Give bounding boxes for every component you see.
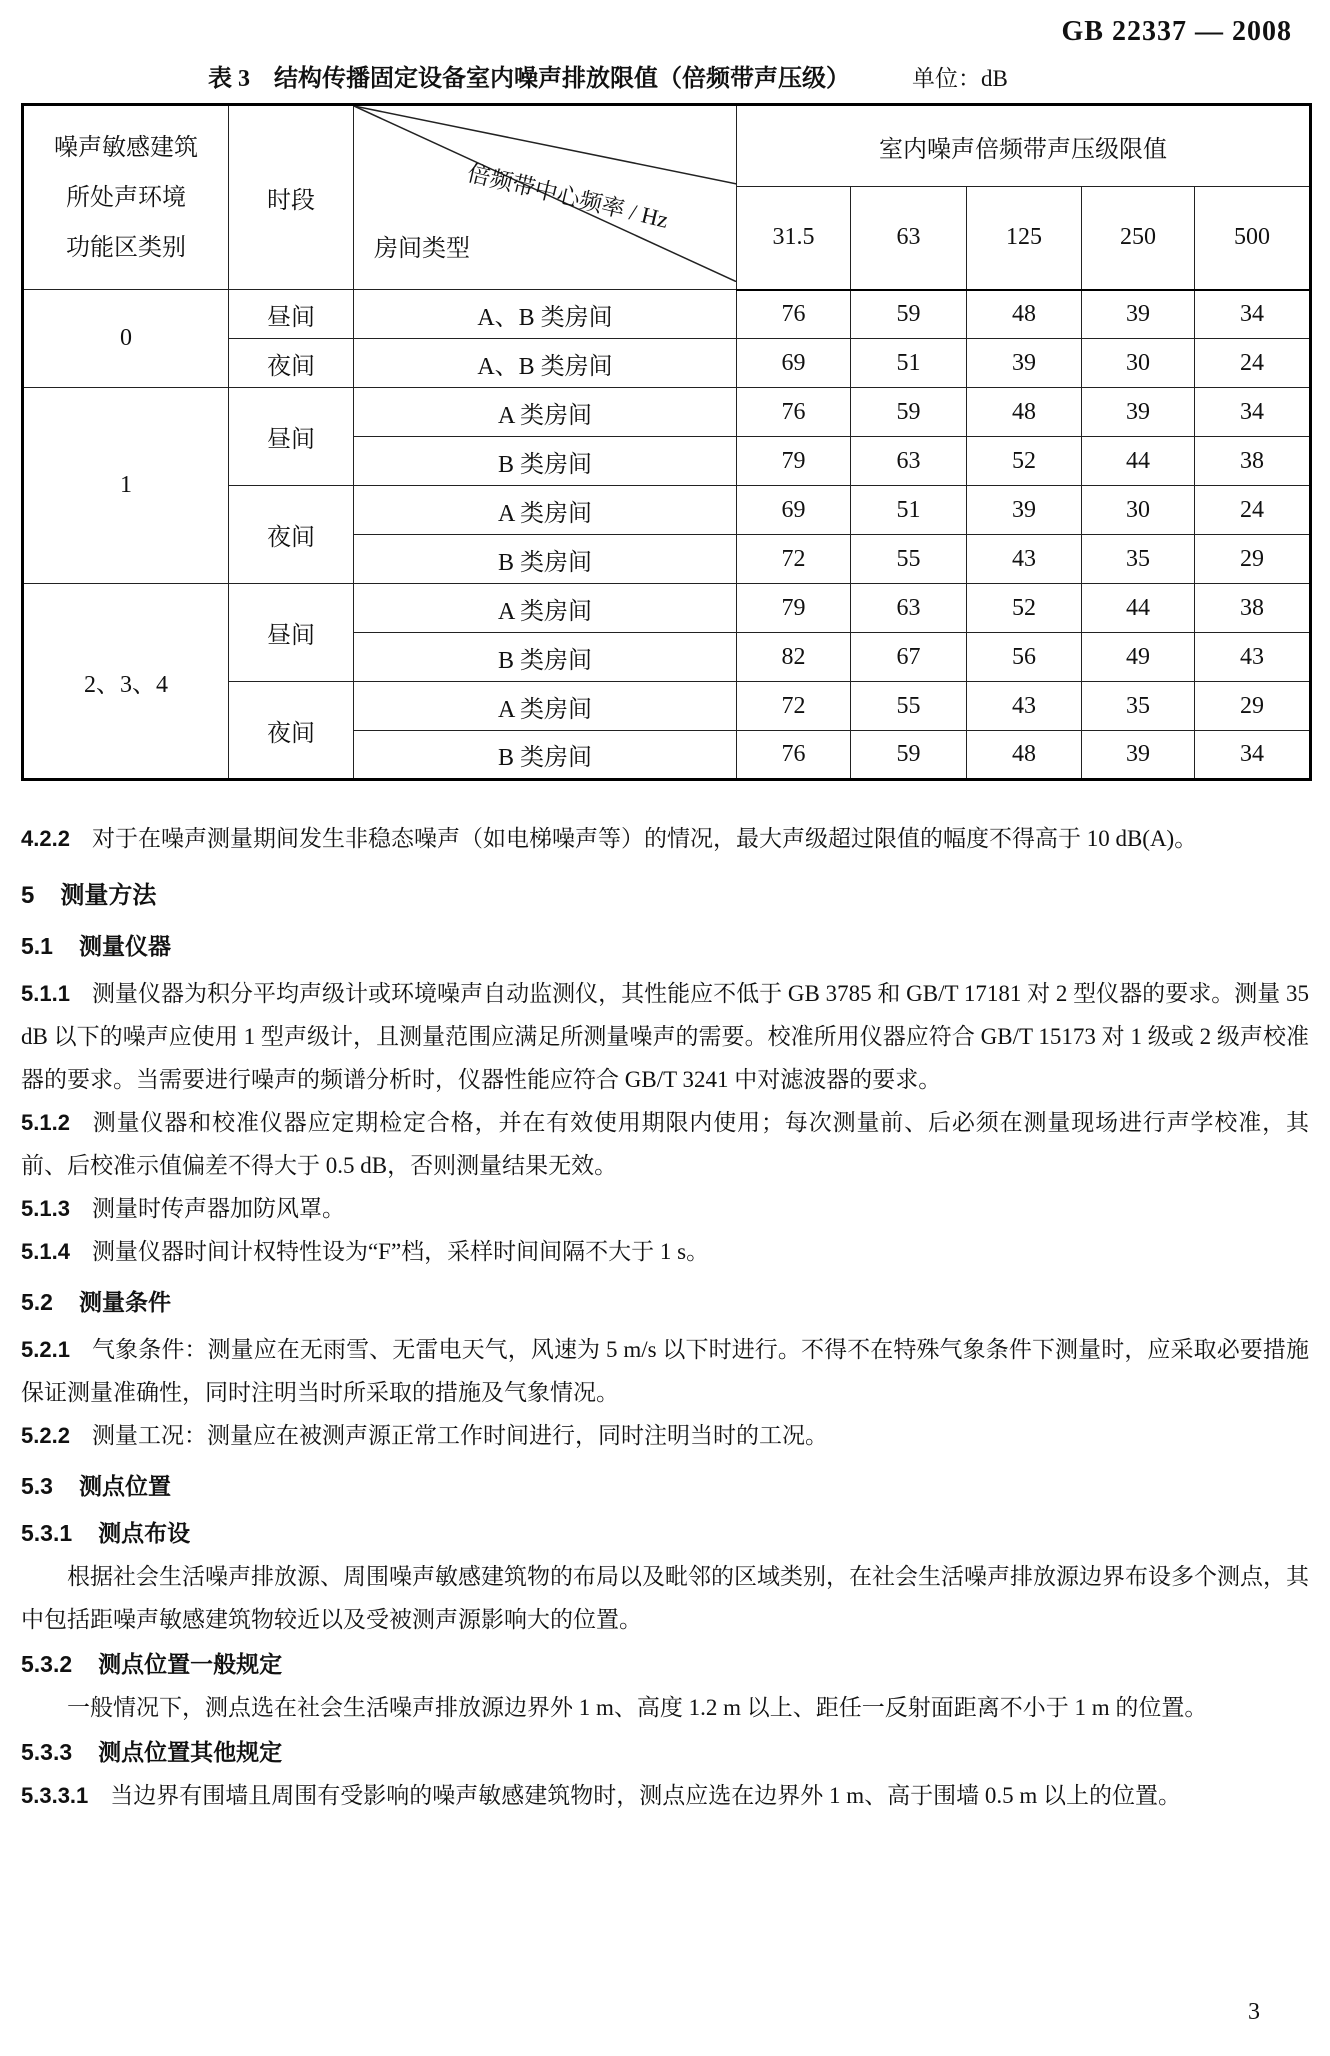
zone-cell: 1 <box>23 388 229 584</box>
frequency-header-cell: 500 <box>1195 187 1311 290</box>
value-cell: 43 <box>967 682 1082 731</box>
value-cell: 79 <box>737 437 851 486</box>
heading-number: 5.3.1 <box>21 1520 73 1546</box>
heading-title: 测点布设 <box>98 1520 191 1546</box>
period-header-cell: 时段 <box>229 105 354 290</box>
value-cell: 69 <box>737 339 851 388</box>
clause-text: 当边界有围墙且周围有受影响的噪声敏感建筑物时，测点应选在边界外 1 m、高于围墙 0.5 m 以上的位置。 <box>110 1783 1182 1808</box>
value-cell: 79 <box>737 584 851 633</box>
clause-number: 5.1.1 <box>21 981 70 1006</box>
value-cell: 24 <box>1195 486 1311 535</box>
value-cell: 72 <box>737 535 851 584</box>
frequency-header-cell: 63 <box>851 187 967 290</box>
value-cell: 82 <box>737 633 851 682</box>
heading-5-2 <box>21 1281 1309 1324</box>
value-cell: 51 <box>851 486 967 535</box>
value-cell: 39 <box>1082 731 1195 780</box>
value-cell: 76 <box>737 290 851 339</box>
diagonal-top-label: 倍频带中心频率 / Hz <box>464 160 671 233</box>
value-cell: 24 <box>1195 339 1311 388</box>
value-cell: 51 <box>851 339 967 388</box>
body-text <box>21 817 1309 1817</box>
diagonal-bottom-label: 房间类型 <box>374 236 470 262</box>
value-cell: 63 <box>851 437 967 486</box>
table-caption-row <box>0 58 1330 93</box>
value-cell: 39 <box>1082 290 1195 339</box>
value-cell: 48 <box>967 290 1082 339</box>
zone-header-cell <box>23 105 229 290</box>
period-cell: 夜间 <box>229 339 354 388</box>
value-cell: 55 <box>851 535 967 584</box>
zone-header-line: 所处声环境 <box>66 184 186 211</box>
value-cell: 72 <box>737 682 851 731</box>
zone-header-line: 功能区类别 <box>66 234 186 261</box>
clause-text: 测量工况：测量应在被测声源正常工作时间进行，同时注明当时的工况。 <box>91 1423 828 1448</box>
heading-5 <box>21 874 1309 917</box>
clause-text: 对于在噪声测量期间发生非稳态噪声（如电梯噪声等）的情况，最大声级超过限值的幅度不得高于 10 dB(A)。 <box>91 826 1198 851</box>
value-cell: 52 <box>967 437 1082 486</box>
clause-number: 4.2.2 <box>21 826 70 851</box>
heading-5-3-2 <box>21 1643 1309 1686</box>
value-cell: 48 <box>967 388 1082 437</box>
noise-limits-table <box>21 103 1312 781</box>
clause-number: 5.1.2 <box>21 1110 70 1135</box>
heading-number: 5.1 <box>21 933 53 959</box>
value-cell: 55 <box>851 682 967 731</box>
table-row <box>23 584 1311 633</box>
value-cell: 49 <box>1082 633 1195 682</box>
value-cell: 34 <box>1195 388 1311 437</box>
value-cell: 43 <box>1195 633 1311 682</box>
value-cell: 30 <box>1082 339 1195 388</box>
room-cell: B 类房间 <box>354 437 737 486</box>
table-caption: 表 3 结构传播固定设备室内噪声排放限值（倍频带声压级） <box>208 66 850 92</box>
clause-number: 5.1.4 <box>21 1239 70 1264</box>
period-cell: 昼间 <box>229 290 354 339</box>
value-cell: 44 <box>1082 437 1195 486</box>
clause-number: 5.2.2 <box>21 1423 70 1448</box>
page-number: 3 <box>1248 1999 1260 2025</box>
room-cell: A 类房间 <box>354 486 737 535</box>
heading-number: 5.2 <box>21 1289 53 1315</box>
value-cell: 43 <box>967 535 1082 584</box>
value-cell: 29 <box>1195 682 1311 731</box>
heading-5-3-3 <box>21 1731 1309 1774</box>
heading-5-3-1 <box>21 1512 1309 1555</box>
clause-5-2-2 <box>21 1414 1309 1457</box>
value-cell: 44 <box>1082 584 1195 633</box>
heading-title: 测量方法 <box>60 882 157 909</box>
room-cell: A 类房间 <box>354 388 737 437</box>
room-cell: A、B 类房间 <box>354 339 737 388</box>
value-cell: 76 <box>737 731 851 780</box>
clause-5-3-3-1 <box>21 1774 1309 1817</box>
value-cell: 30 <box>1082 486 1195 535</box>
value-cell: 59 <box>851 731 967 780</box>
room-cell: B 类房间 <box>354 633 737 682</box>
frequency-header-cell: 250 <box>1082 187 1195 290</box>
room-cell: B 类房间 <box>354 535 737 584</box>
clause-number: 5.2.1 <box>21 1337 70 1362</box>
table-header-row-1 <box>23 105 1311 187</box>
diagonal-split-graphic <box>354 106 737 282</box>
heading-title: 测点位置 <box>78 1473 171 1499</box>
room-cell: A 类房间 <box>354 584 737 633</box>
value-cell: 39 <box>967 339 1082 388</box>
standard-number: GB 22337 — 2008 <box>1061 16 1292 47</box>
frequency-header-cell: 125 <box>967 187 1082 290</box>
heading-title: 测点位置其他规定 <box>98 1739 283 1765</box>
limits-header-cell: 室内噪声倍频带声压级限值 <box>737 105 1311 187</box>
room-cell: B 类房间 <box>354 731 737 780</box>
table-row <box>23 290 1311 339</box>
heading-number: 5.3.2 <box>21 1651 73 1677</box>
heading-5-1 <box>21 925 1309 968</box>
value-cell: 59 <box>851 388 967 437</box>
clause-text: 测量时传声器加防风罩。 <box>91 1196 345 1221</box>
zone-header-line: 噪声敏感建筑 <box>54 134 198 161</box>
value-cell: 39 <box>1082 388 1195 437</box>
value-cell: 38 <box>1195 584 1311 633</box>
heading-number: 5.3 <box>21 1473 53 1499</box>
value-cell: 35 <box>1082 682 1195 731</box>
paragraph-5-3-2: 一般情况下，测点选在社会生活噪声排放源边界外 1 m、高度 1.2 m 以上、距任一反射面距离不小于 1 m 的位置。 <box>67 1695 1208 1720</box>
diagonal-header-cell <box>354 105 737 290</box>
zone-cell: 0 <box>23 290 229 388</box>
room-cell: A 类房间 <box>354 682 737 731</box>
value-cell: 76 <box>737 388 851 437</box>
value-cell: 35 <box>1082 535 1195 584</box>
clause-text: 测量仪器为积分平均声级计或环境噪声自动监测仪，其性能应不低于 GB 3785 和 GB/T 17181 对 2 型仪器的要求。测量 35 dB 以下的噪声应使用 1 型声级计，且测量范围应满足所测量噪声的需要。校准所用仪器应符合 GB/T 15173 对 1 级或 2 级声校准器的要求。当需要进行噪声的频谱分析时，仪器性能应符合 GB/T 3241 中对滤波器的要求。 <box>21 981 1309 1092</box>
value-cell: 29 <box>1195 535 1311 584</box>
value-cell: 52 <box>967 584 1082 633</box>
clause-4-2-2 <box>21 817 1309 860</box>
paragraph-5-3-1: 根据社会生活噪声排放源、周围噪声敏感建筑物的布局以及毗邻的区域类别，在社会生活噪声排放源边界布设多个测点，其中包括距噪声敏感建筑物较近以及受被测声源影响大的位置。 <box>21 1564 1309 1632</box>
clause-5-1-3 <box>21 1187 1309 1230</box>
clause-text: 测量仪器和校准仪器应定期检定合格，并在有效使用期限内使用；每次测量前、后必须在测量现场进行声学校准，其前、后校准示值偏差不得大于 0.5 dB，否则测量结果无效。 <box>21 1110 1309 1178</box>
clause-number: 5.3.3.1 <box>21 1783 89 1808</box>
table-unit-label: 单位：dB <box>912 66 1008 91</box>
clause-5-1-1 <box>21 972 1309 1101</box>
heading-title: 测量条件 <box>78 1289 171 1315</box>
period-cell: 昼间 <box>229 584 354 682</box>
frequency-header-cell: 31.5 <box>737 187 851 290</box>
clause-5-1-4 <box>21 1230 1309 1273</box>
period-cell: 夜间 <box>229 682 354 780</box>
value-cell: 38 <box>1195 437 1311 486</box>
period-cell: 夜间 <box>229 486 354 584</box>
value-cell: 56 <box>967 633 1082 682</box>
value-cell: 39 <box>967 486 1082 535</box>
value-cell: 59 <box>851 290 967 339</box>
clause-5-2-1 <box>21 1328 1309 1414</box>
clause-text: 测量仪器时间计权特性设为“F”档，采样时间间隔不大于 1 s。 <box>91 1239 710 1264</box>
value-cell: 48 <box>967 731 1082 780</box>
heading-5-3 <box>21 1465 1309 1508</box>
value-cell: 34 <box>1195 731 1311 780</box>
clause-5-1-2 <box>21 1101 1309 1187</box>
clause-number: 5.1.3 <box>21 1196 70 1221</box>
zone-cell: 2、3、4 <box>23 584 229 780</box>
clause-text: 气象条件：测量应在无雨雪、无雷电天气，风速为 5 m/s 以下时进行。不得不在特殊气象条件下测量时，应采取必要措施保证测量准确性，同时注明当时所采取的措施及气象情况。 <box>21 1337 1309 1405</box>
value-cell: 67 <box>851 633 967 682</box>
table-row <box>23 388 1311 437</box>
period-cell: 昼间 <box>229 388 354 486</box>
heading-number: 5 <box>21 882 35 909</box>
value-cell: 34 <box>1195 290 1311 339</box>
heading-title: 测量仪器 <box>78 933 171 959</box>
value-cell: 63 <box>851 584 967 633</box>
heading-number: 5.3.3 <box>21 1739 73 1765</box>
room-cell: A、B 类房间 <box>354 290 737 339</box>
value-cell: 69 <box>737 486 851 535</box>
heading-title: 测点位置一般规定 <box>98 1651 283 1677</box>
